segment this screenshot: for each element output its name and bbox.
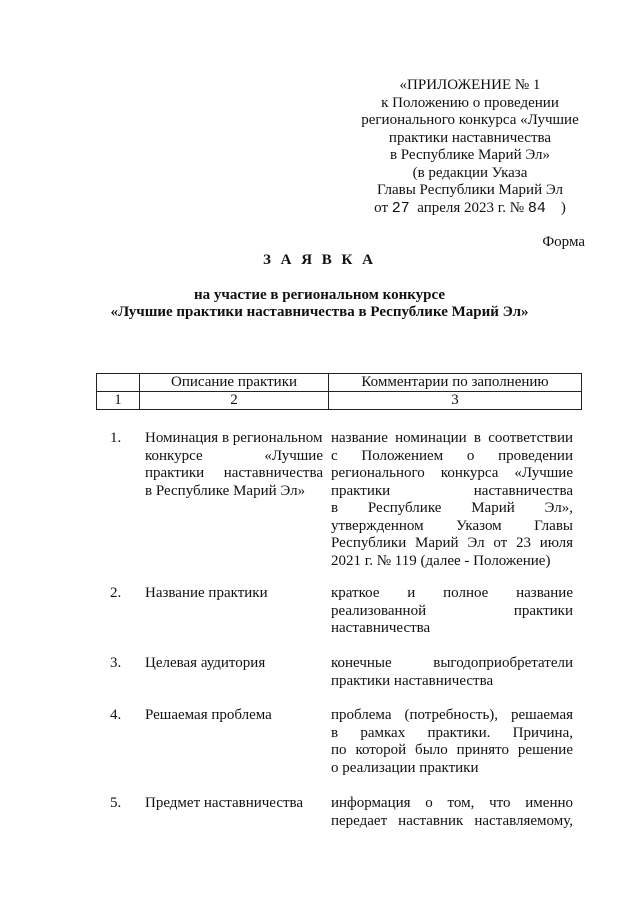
text-line: в Республике Марий Эл» [145,482,306,499]
text-line: Решаемая проблема [145,707,272,723]
text-line: проблема (потребность), решаемая [331,707,573,723]
row-comment [331,707,573,777]
text-line: наставничества [331,620,431,636]
appendix-line: практики наставничества [388,129,552,146]
text-line: практики наставничества [331,672,494,689]
row-number: 2. [110,585,122,601]
text-line: передает наставник наставляемому, [331,812,573,829]
text-line: название номинации в соответствии [331,430,573,446]
appendix-title: «ПРИЛОЖЕНИЕ № 1 [399,77,541,93]
text-line: краткое и полное название [331,585,573,601]
col-number-2: 2 [140,392,329,410]
appendix-header [340,77,600,217]
row-description [145,795,323,813]
appendix-line: в Республике Марий Эл» [389,147,551,163]
text-line: практики наставничества [145,465,323,481]
row-comment [331,655,573,690]
text-line: в Республике Марий Эл», [331,500,573,516]
text-line: конечные выгодоприобретатели [331,655,573,671]
text-line: с Положением о проведении [331,447,573,464]
text-line: утвержденном Указом Главы [331,517,573,534]
decree-number: 84 [527,199,546,217]
text-line: по которой было принято решение [331,742,573,758]
row-description [145,707,323,725]
col-header-description: Описание практики [140,374,329,392]
table-header-row [97,374,582,392]
text-line: конкурсе «Лучшие [145,447,323,464]
decree-date-line [340,200,600,218]
appendix-line: к Положению о проведении [381,94,559,111]
text-line: реализованной практики [331,602,573,619]
row-description [145,585,323,603]
appendix-line: регионального конкурса «Лучшие [361,112,579,128]
text-line: Название практики [145,585,268,601]
row-description [145,430,323,500]
decree-month-year: апреля 2023 г. № [417,199,525,216]
text-line: Целевая аудитория [145,655,266,671]
document-title: З А Я В К А [262,252,377,268]
text-line: 2021 г. № 119 (далее - Положение) [331,552,551,569]
row-comment [331,430,573,570]
row-comment [331,585,573,638]
row-number: 5. [110,795,122,811]
text-line: Предмет наставничества [145,795,304,811]
row-comment [331,795,573,830]
text-line: информация о том, что именно [331,795,573,811]
col-number-3: 3 [329,392,582,410]
subtitle-line: «Лучшие практики наставничества в Республике Марий Эл» [110,304,529,320]
table-number-row [97,392,582,410]
text-line: в рамках практики. Причина, [331,724,573,741]
date-suffix: ) [560,199,566,216]
row-number: 3. [110,655,122,671]
col-header-comments: Комментарии по заполнению [329,374,582,392]
row-number: 1. [110,430,122,446]
col-header-number [97,374,140,392]
appendix-line: (в редакции Указа [412,164,528,181]
text-line: Номинация в региональном [145,430,323,446]
text-line: о реализации практики [331,759,479,776]
row-description [145,655,323,673]
text-line: Республики Марий Эл от 23 июля [331,535,573,551]
date-prefix: от [374,199,388,216]
subtitle-line: на участие в региональном конкурсе [193,287,446,303]
decree-day: 27 [391,199,410,217]
col-number-1: 1 [97,392,140,410]
text-line: практики наставничества [331,482,573,499]
appendix-line: Главы Республики Марий Эл [376,182,564,198]
text-line: регионального конкурса «Лучшие [331,465,573,481]
form-table-header [96,373,582,410]
document-subtitle [0,287,639,321]
form-label: Форма [542,234,585,250]
row-number: 4. [110,707,122,723]
